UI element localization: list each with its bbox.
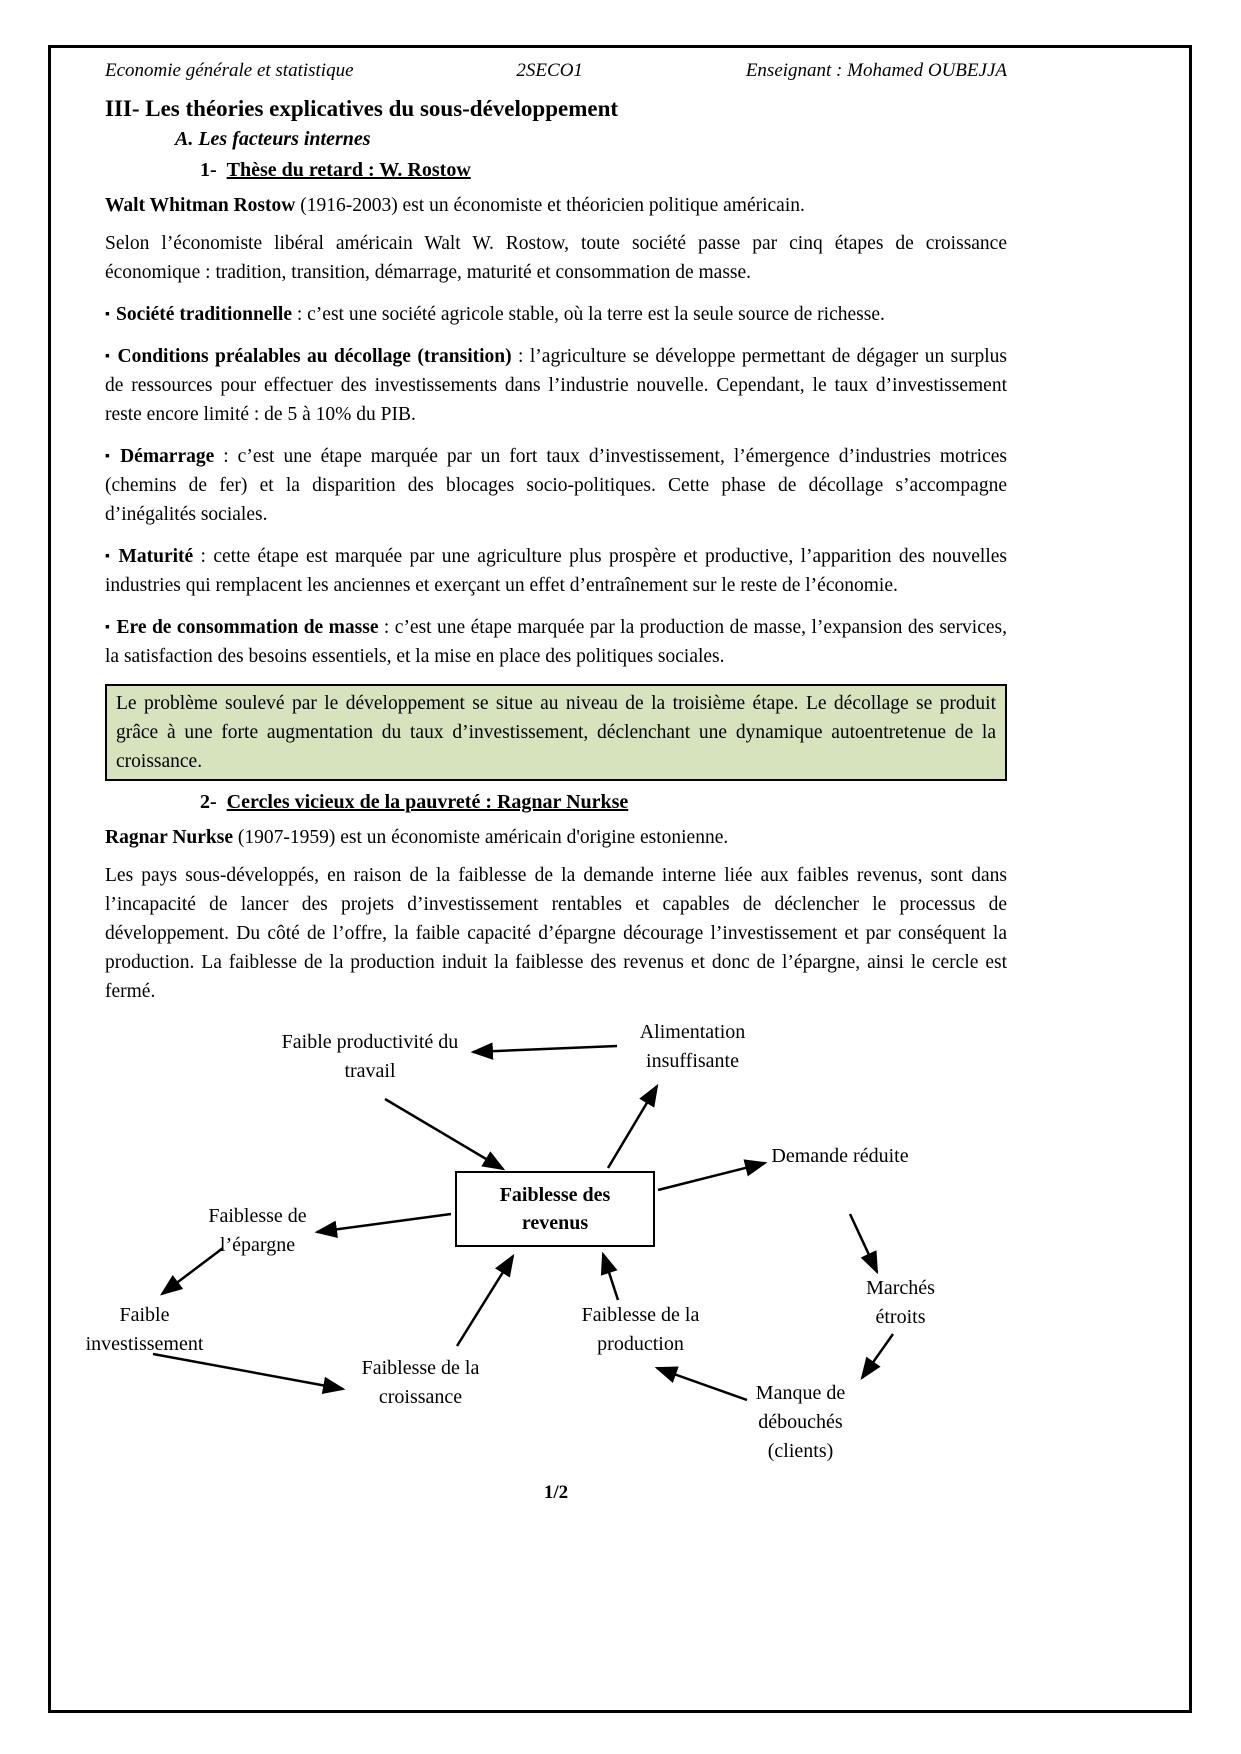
- bullet-term: Maturité: [118, 546, 194, 567]
- header-teacher-name: Enseignant : Mohamed OUBEJJA: [745, 60, 1007, 81]
- page-number: 1/2: [543, 1482, 569, 1503]
- node-faiblesse-production: Faiblesse de la production: [581, 1304, 700, 1355]
- bullet-conditions-prealables: [105, 342, 1007, 429]
- node-faible-productivite: Faible productivité du travail: [281, 1031, 459, 1082]
- heading-1-rostow: [200, 159, 1007, 182]
- bullet-text: : c’est une étape marquée par un fort taux d’investissement, l’émergence d’industries motrices (chemins de fer) et la disparition des blocages socio-politiques. Cette phase de décollage s’accompagne d’inégalités sociales.: [105, 446, 1007, 525]
- heading-1-number: 1-: [200, 159, 217, 181]
- bullet-text: : cette étape est marquée par une agriculture plus prospère et productive, l’apparition des nouvelles industries qui remplacent les anciennes et exerçant un effet d’entraînement sur le reste de l’économie.: [105, 546, 1008, 596]
- bullet-societe-traditionnelle: [105, 300, 1007, 329]
- bullet-square-icon: ▪: [105, 549, 113, 564]
- paragraph-nurkse-bio-text: (1907-1959) est un économiste américain d'origine estonienne.: [233, 827, 729, 848]
- bullet-consommation-masse: [105, 613, 1007, 671]
- paragraph-five-stages: Selon l’économiste libéral américain Walt W. Rostow, toute société passe par cinq étapes de croissance économique : tradition, transition, démarrage, maturité et consommation de masse.: [105, 233, 1007, 283]
- document-header: [105, 60, 1007, 82]
- note-box: Le problème soulevé par le développement se situe au niveau de la troisième étape. Le décollage se produit grâce à une forte augmentation du taux d’investissement, déclenchant une dynamique autoentretenue de la croissance.: [105, 684, 1007, 781]
- bullet-square-icon: ▪: [105, 620, 111, 635]
- node-faiblesse-revenus-label: Faiblesse des revenus: [499, 1184, 611, 1234]
- heading-2-text: Cercles vicieux de la pauvreté : Ragnar Nurkse: [226, 791, 629, 813]
- header-class-code: 2SECO1: [516, 60, 583, 81]
- paragraph-rostow-bio-lead: Walt Whitman Rostow: [105, 195, 296, 216]
- bullet-text: : c’est une étape marquée par la production de masse, l’expansion des services, la satisfaction des besoins essentiels, et la mise en place des politiques sociales.: [105, 617, 1007, 667]
- node-manque-debouches: Manque de débouchés (clients): [755, 1382, 846, 1462]
- node-faiblesse-revenus: [455, 1171, 655, 1247]
- paragraph-vicious-circle: Les pays sous-développés, en raison de la faiblesse de la demande interne liée aux faibles revenus, sont dans l’incapacité de lancer des projets d’investissement rentables et capables de déclencher le processus de développement. Du côté de l’offre, la faible capacité d’épargne décourage l’investissement et par conséquent la production. La faiblesse de la production induit la faiblesse des revenus et donc de l’épargne, ainsi le cercle est fermé.: [105, 865, 1007, 1002]
- bullet-maturite: [105, 542, 1007, 600]
- bullet-demarrage: [105, 442, 1007, 529]
- heading-2-number: 2-: [200, 791, 217, 813]
- bullet-text: : c’est une société agricole stable, où la terre est la seule source de richesse.: [291, 304, 885, 325]
- heading-1-text: Thèse du retard : W. Rostow: [226, 159, 471, 181]
- document-page: [85, 60, 1008, 1504]
- node-demande-reduite: Demande réduite: [771, 1145, 909, 1167]
- paragraph-rostow-bio: [105, 191, 1007, 220]
- heading-2-nurkse: [200, 791, 1007, 814]
- paragraph-rostow-bio-text: (1916-2003) est un économiste et théoricien politique américain.: [295, 195, 805, 216]
- node-alimentation-insuffisante: Alimentation insuffisante: [639, 1021, 746, 1072]
- vicious-circle-diagram: [85, 1016, 1007, 1476]
- bullet-term: Démarrage: [120, 446, 215, 467]
- node-faiblesse-epargne: Faiblesse de l’épargne: [208, 1205, 307, 1256]
- bullet-square-icon: ▪: [105, 349, 112, 364]
- paragraph-nurkse-bio: [105, 823, 1007, 852]
- bullet-term: Conditions préalables au décollage (transition): [117, 346, 512, 367]
- subsection-a-title: A. Les facteurs internes: [175, 128, 371, 150]
- bullet-square-icon: ▪: [105, 307, 110, 322]
- paragraph-nurkse-bio-lead: Ragnar Nurkse: [105, 827, 234, 848]
- bullet-term: Ere de consommation de masse: [116, 617, 379, 638]
- node-faiblesse-croissance: Faiblesse de la croissance: [361, 1357, 480, 1408]
- bullet-square-icon: ▪: [105, 449, 115, 464]
- bullet-text: : l’agriculture se développe permettant de dégager un surplus de ressources pour effectuer des investissements dans l’industrie nouvelle. Cependant, le taux d’investissement reste encore limité : de 5 à 10% du PIB.: [105, 346, 1007, 425]
- header-course-title: Economie générale et statistique: [105, 60, 354, 81]
- bullet-term: Société traditionnelle: [115, 304, 292, 325]
- section-title: III- Les théories explicatives du sous-développement: [105, 96, 619, 121]
- node-faible-investissement: Faible investissement: [85, 1304, 204, 1355]
- node-marches-etroits: Marchés étroits: [866, 1277, 935, 1328]
